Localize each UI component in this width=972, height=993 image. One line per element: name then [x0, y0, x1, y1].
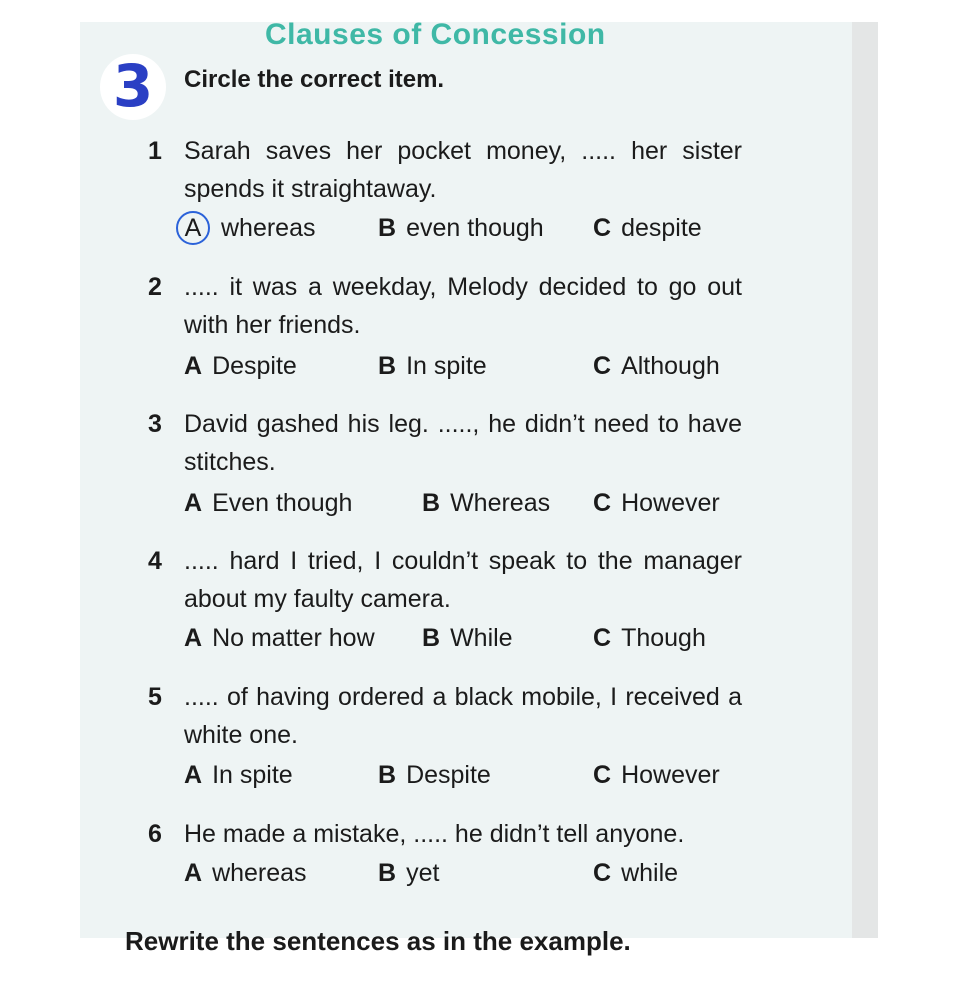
- answer-options: [0, 855, 972, 891]
- option-a[interactable]: [184, 485, 352, 521]
- option-text: yet: [406, 859, 440, 887]
- option-text: Though: [621, 624, 706, 652]
- option-text: No matter how: [212, 624, 375, 652]
- option-b[interactable]: [422, 485, 550, 521]
- option-letter: A: [184, 761, 203, 789]
- question-number: 3: [148, 410, 162, 438]
- option-letter: B: [378, 859, 397, 887]
- next-exercise-instruction: Rewrite the sentences as in the example.: [125, 926, 631, 956]
- exercise-instruction: Circle the correct item.: [184, 66, 445, 93]
- question-text: He made a mistake, ..... he didn’t tell anyone.: [184, 820, 685, 848]
- option-letter: A: [184, 859, 203, 887]
- option-letter: B: [422, 624, 441, 652]
- option-c[interactable]: [593, 485, 720, 521]
- option-b[interactable]: [378, 210, 544, 246]
- option-letter: C: [593, 624, 612, 652]
- option-letter: C: [593, 761, 612, 789]
- option-b[interactable]: [422, 620, 513, 656]
- option-a[interactable]: [184, 348, 297, 384]
- option-b[interactable]: [378, 757, 491, 793]
- page-edge-strip: [852, 22, 878, 938]
- answer-options: [0, 757, 972, 793]
- option-text: whereas: [212, 859, 307, 887]
- option-letter: C: [593, 859, 612, 887]
- option-letter: B: [378, 761, 397, 789]
- option-text: whereas: [221, 214, 316, 242]
- option-text: In spite: [406, 352, 487, 380]
- option-a[interactable]: [182, 210, 316, 246]
- option-text: Even though: [212, 489, 353, 517]
- question-text: David gashed his leg. ....., he didn’t need to have stitches.: [184, 410, 742, 476]
- option-letter-circled: A: [176, 211, 210, 245]
- option-letter: C: [593, 352, 612, 380]
- option-text: Despite: [212, 352, 297, 380]
- option-letter: C: [593, 489, 612, 517]
- option-c[interactable]: [593, 348, 720, 384]
- question-number: 1: [148, 137, 162, 165]
- option-letter: A: [184, 489, 203, 517]
- option-text: Although: [621, 352, 720, 380]
- question-number: 4: [148, 547, 162, 575]
- option-b[interactable]: [378, 348, 487, 384]
- question-number: 5: [148, 683, 162, 711]
- question-text: ..... hard I tried, I couldn’t speak to the manager about my faulty camera.: [184, 547, 742, 613]
- option-text: While: [450, 624, 513, 652]
- option-text: Despite: [406, 761, 491, 789]
- option-text: In spite: [212, 761, 293, 789]
- question-number: 2: [148, 273, 162, 301]
- option-letter: B: [378, 214, 397, 242]
- option-text: even though: [406, 214, 544, 242]
- option-text: Whereas: [450, 489, 551, 517]
- option-a[interactable]: [184, 620, 375, 656]
- option-letter: A: [184, 624, 203, 652]
- option-c[interactable]: [593, 757, 720, 793]
- option-text: However: [621, 761, 720, 789]
- option-c[interactable]: [593, 210, 702, 246]
- next-exercise-clip: [80, 926, 852, 956]
- answer-options: [0, 485, 972, 521]
- option-letter: C: [593, 214, 612, 242]
- option-text: However: [621, 489, 720, 517]
- option-letter: B: [422, 489, 441, 517]
- question-text: ..... of having ordered a black mobile, I received a white one.: [184, 683, 742, 749]
- option-text: despite: [621, 214, 702, 242]
- question-text: Sarah saves her pocket money, ..... her sister spends it straightaway.: [184, 137, 742, 203]
- exercise-number-badge: 3: [100, 54, 166, 120]
- option-text: while: [621, 859, 679, 887]
- option-a[interactable]: [184, 757, 293, 793]
- question-number: 6: [148, 820, 162, 848]
- option-c[interactable]: [593, 620, 706, 656]
- question-text: ..... it was a weekday, Melody decided to go out with her friends.: [184, 273, 742, 339]
- option-c[interactable]: [593, 855, 678, 891]
- answer-options: [0, 210, 972, 246]
- option-b[interactable]: [378, 855, 439, 891]
- answer-options: [0, 348, 972, 384]
- option-a[interactable]: [184, 855, 307, 891]
- option-letter: A: [184, 352, 203, 380]
- answer-options: [0, 620, 972, 656]
- section-heading: Clauses of Concession: [265, 18, 606, 51]
- option-letter: B: [378, 352, 397, 380]
